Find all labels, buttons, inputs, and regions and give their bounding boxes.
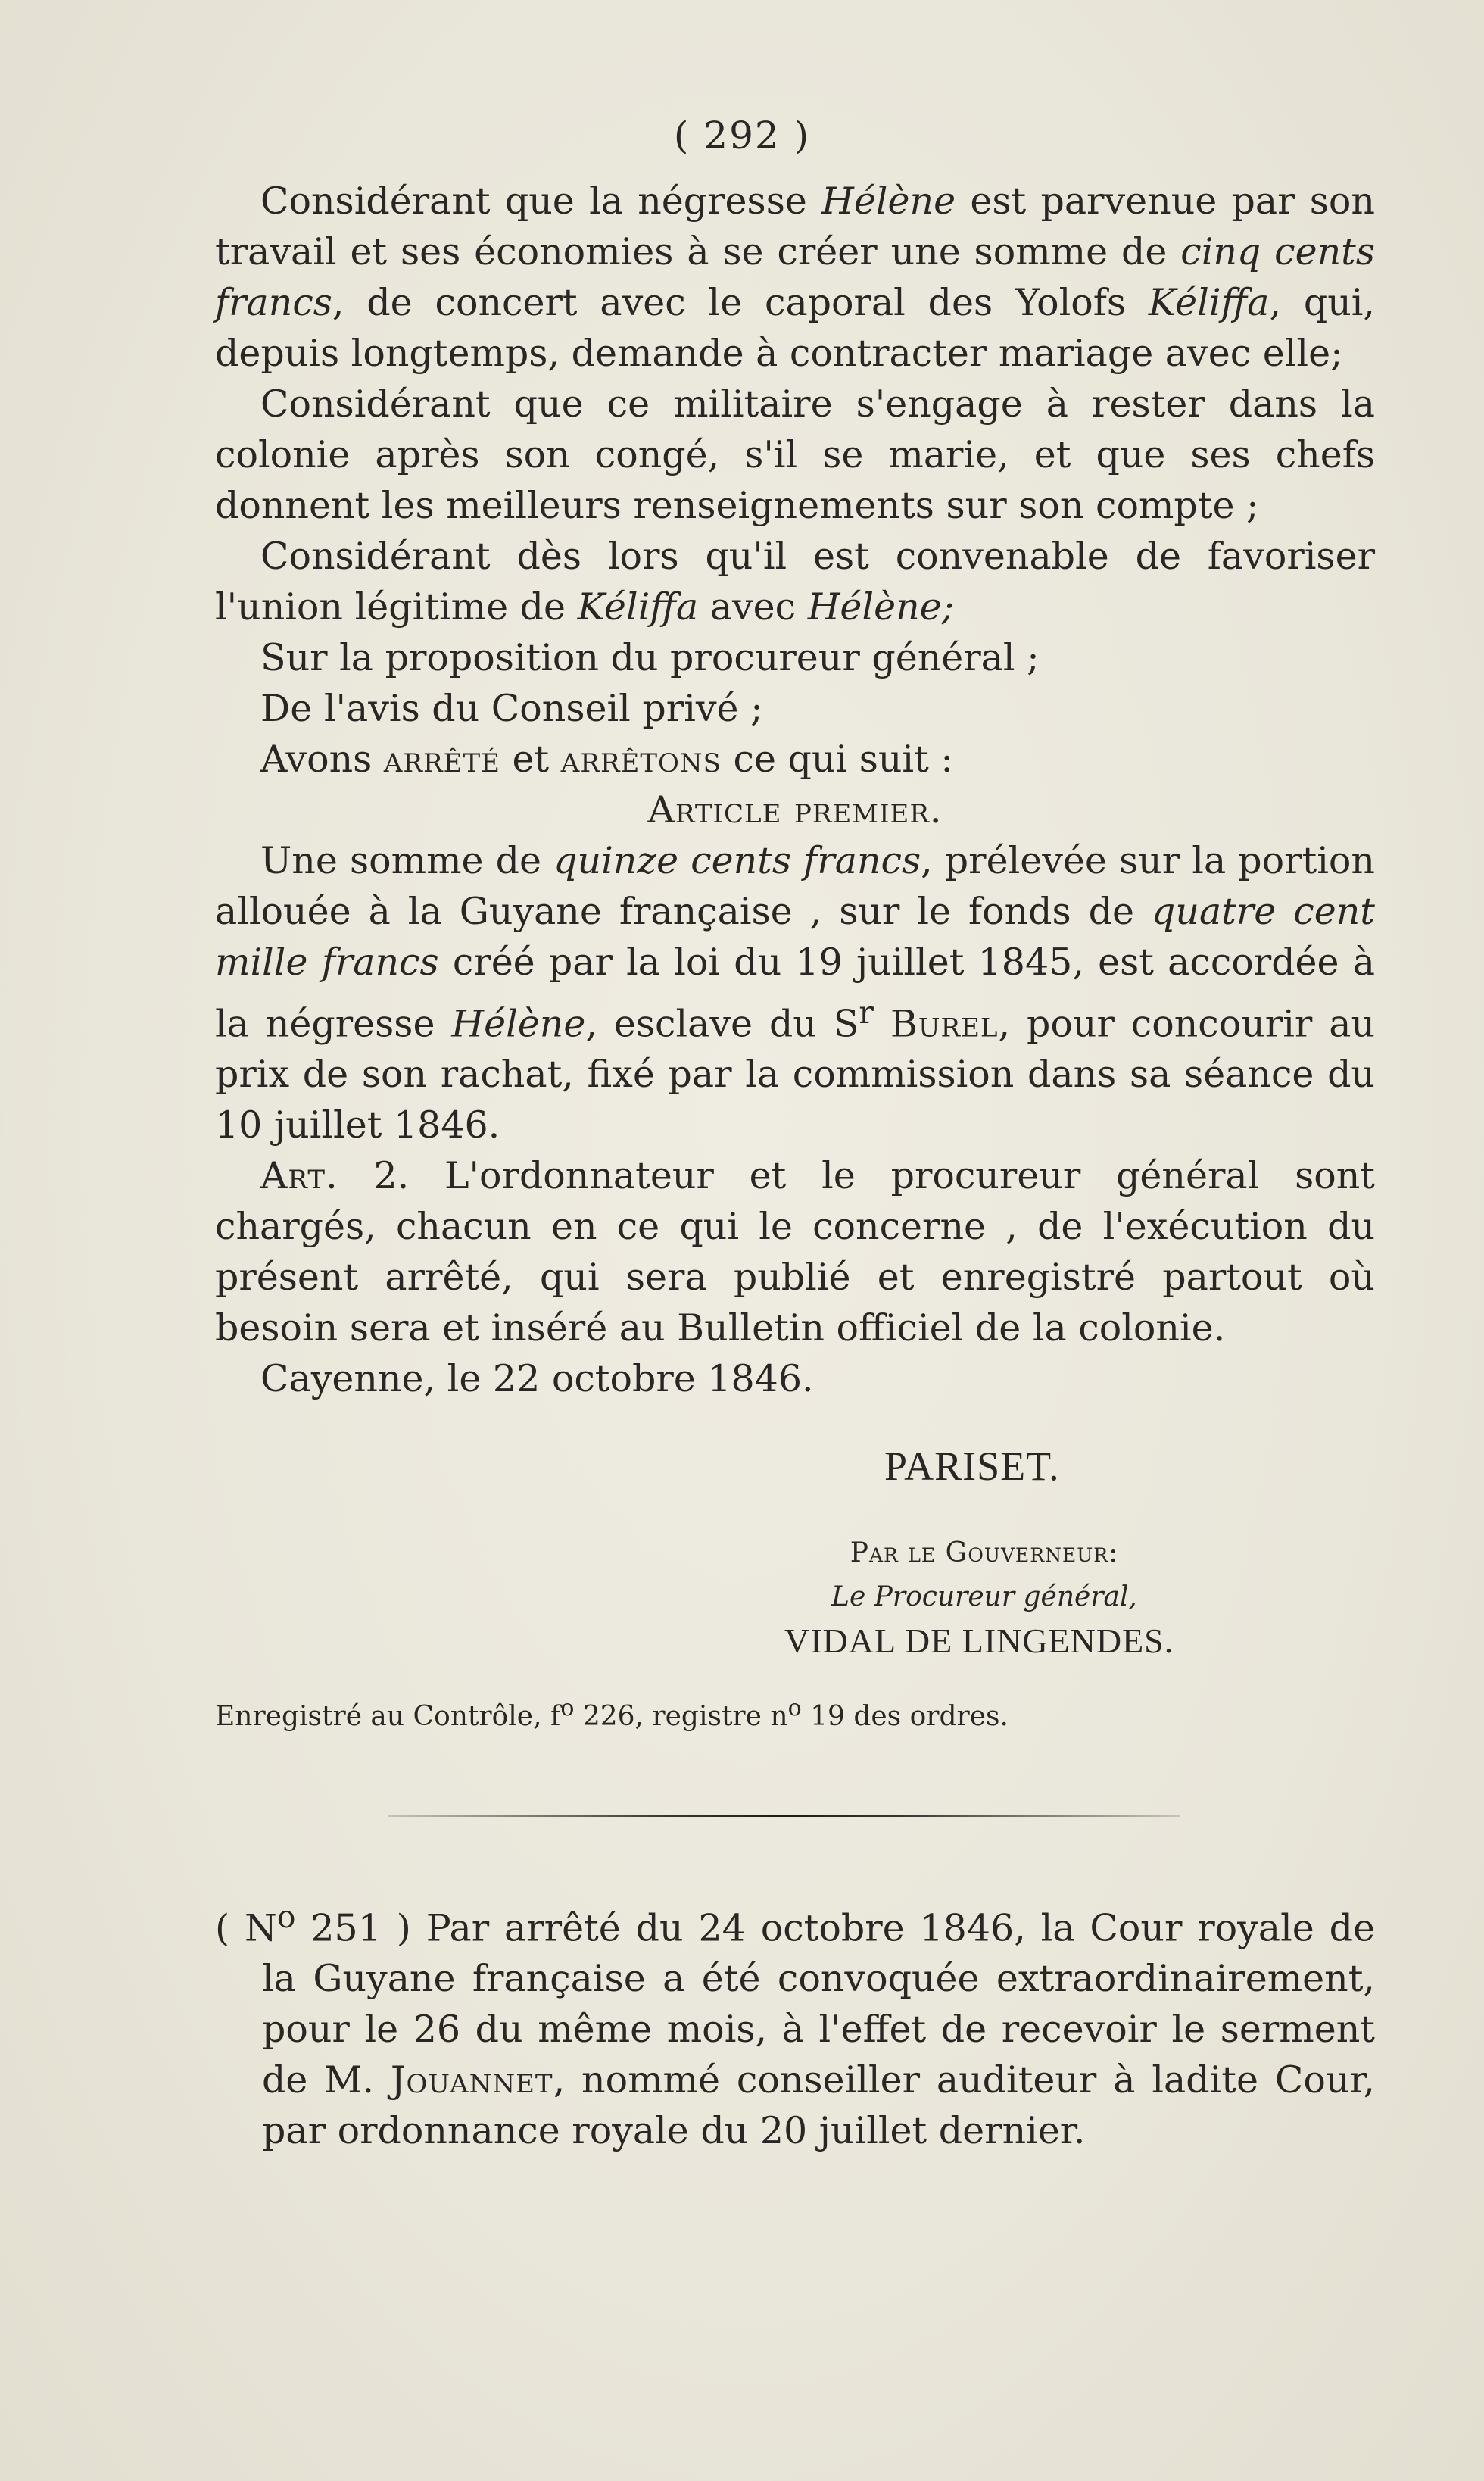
countersign-name: VIDAL DE LINGENDES. — [784, 1621, 1174, 1660]
place-date: Cayenne, le 22 octobre 1846. — [260, 1357, 814, 1401]
article-heading: Article premier. — [647, 788, 943, 832]
section-divider — [388, 1815, 1180, 1817]
decree-body — [215, 176, 1375, 1404]
countersign-procureur: Le Procureur général, — [831, 1581, 1137, 1612]
page-number: ( 292 ) — [673, 114, 811, 158]
article-2: Art. 2. L'ordonnateur et le procureur général sont chargés, chacun en ce qui le concerne , de l'exécution du présent arrêté, qui sera publié et enregistré partout où besoin sera et inséré au Bulletin officiel de la colonie. — [215, 1154, 1375, 1350]
notice-251 — [215, 1892, 1375, 2156]
countersign-par-le-gouverneur: Par le Gouverneur: — [850, 1537, 1119, 1568]
notice-paragraph: ( $N^o$ 251 ) Par arrêté du 24 octobre 1846, la Cour royale de la Guyane française a été convoquée extraordinairement, pour le 26 du même mois, à l'effet de recevoir le serment de M. Jouannet, nommé conseiller auditeur à ladite Cour, par ordonnance royale du 20 juillet dernier. — [215, 1899, 1375, 2153]
amount-cinq-cents-francs: cinq cents francs — [215, 230, 1375, 324]
countersignature — [757, 1531, 1211, 1663]
name-burel: Burel — [890, 1002, 999, 1046]
name-keliffa: Kéliffa — [577, 585, 699, 629]
paragraph-avis: De l'avis du Conseil privé ; — [260, 687, 763, 730]
name-helene: Hélène; — [807, 585, 955, 629]
name-keliffa: Kéliffa — [1148, 281, 1270, 324]
paragraph-avons-arrete: Avons arrêté et arrêtons ce qui suit : — [260, 738, 953, 781]
paragraph-proposition: Sur la proposition du procureur général ; — [260, 636, 1040, 679]
signature-pariset: PARISET. — [884, 1443, 1060, 1489]
paragraph-considerant-1: Considérant que la négresse Hélène est parvenue par son travail et ses économies à se créer une somme de cinq cents francs, de concert avec le caporal des Yolofs Kéliffa, qui, depuis longtemps, demande à contracter mariage avec elle; — [215, 179, 1376, 375]
paragraph-considerant-2: Considérant que ce militaire s'engage à rester dans la colonie après son congé, s'il se marie, et que ses chefs donnent les meilleurs renseignements sur son compte ; — [215, 382, 1375, 527]
amount-quatre-cent-mille-francs: quatre cent mille francs — [215, 890, 1375, 984]
name-helene: Hélène — [451, 1002, 586, 1046]
registration-note: Enregistré au Contrôle, $f^o$ 226, registre $n^o$ 19 des ordres. — [215, 1695, 1009, 1732]
name-jouannet: Jouannet — [390, 2058, 553, 2102]
amount-quinze-cents-francs: quinze cents francs — [553, 839, 921, 882]
article-1: Une somme de quinze cents francs, prélevée sur la portion allouée à la Guyane française , sur le fonds de quatre cent mille francs créé par la loi du 19 juillet 1845, est accordée à la négresse Hélène, esclave du $S^r$ Burel, pour concourir au prix de son rachat, fixé par la commission dans sa séance du 10 juillet 1846. — [215, 839, 1376, 1147]
paragraph-considerant-3: Considérant dès lors qu'il est convenable de favoriser l'union légitime de Kéliffa avec Hélène; — [215, 535, 1375, 629]
name-helene: Hélène — [822, 179, 956, 223]
